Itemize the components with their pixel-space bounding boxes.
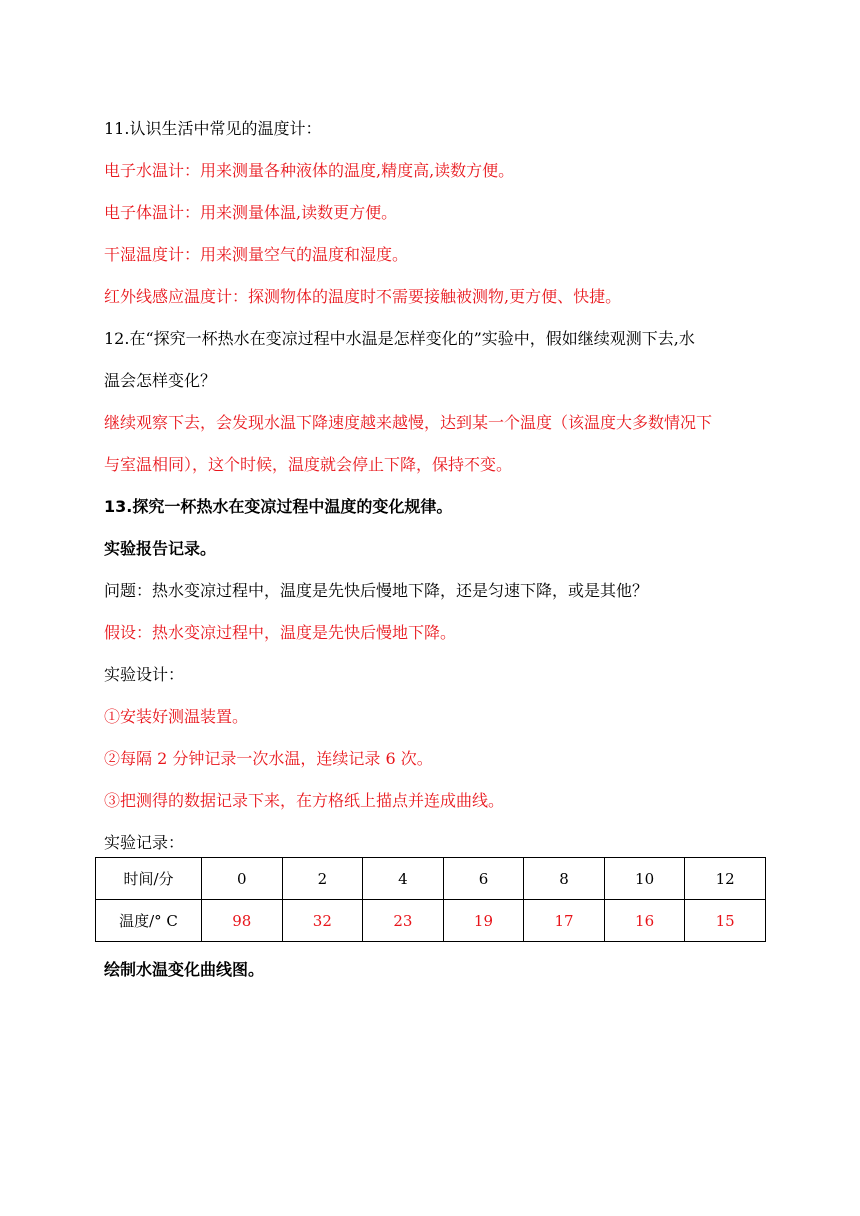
table-cell-temperature: 15 [685,900,766,942]
q13-record-label: 实验记录： [104,833,185,852]
q12-question-line1: 12.在“探究一杯热水在变凉过程中水温是怎样变化的”实验中，假如继续观测下去,水 [104,329,695,348]
table-cell-temperature: 32 [282,900,363,942]
table-header-time: 时间/分 [96,858,202,900]
q12-answer-line1: 继续观察下去，会发现水温下降速度越来越慢，达到某一个温度（该温度大多数情况下 [104,413,713,432]
table-cell-temperature: 16 [604,900,685,942]
q13-step-1: ①安装好测温装置。 [104,707,249,726]
q11-item-water-thermometer: 电子水温计：用来测量各种液体的温度,精度高,读数方便。 [104,161,515,180]
table-row-temperature [96,900,766,942]
table-cell-time: 4 [363,858,444,900]
table-cell-time: 8 [524,858,605,900]
record-table [95,857,766,942]
q11-item-infrared-thermometer: 红外线感应温度计：探测物体的温度时不需要接触被测物,更方便、快捷。 [104,287,622,306]
q11-item-body-thermometer: 电子体温计：用来测量体温,读数更方便。 [104,203,398,222]
table-cell-time: 12 [685,858,766,900]
table-cell-temperature: 23 [363,900,444,942]
q12-answer-line2: 与室温相同），这个时候，温度就会停止下降，保持不变。 [104,455,513,474]
table-header-temperature: 温度/° C [96,900,202,942]
q11-title: 11.认识生活中常见的温度计： [104,119,322,138]
document-body [104,108,766,864]
table-cell-temperature: 19 [443,900,524,942]
q13-title: 13.探究一杯热水在变凉过程中温度的变化规律。 [104,497,453,516]
q13-question: 问题：热水变凉过程中，温度是先快后慢地下降，还是匀速下降，或是其他？ [104,581,649,600]
table-cell-time: 6 [443,858,524,900]
q13-design-label: 实验设计： [104,665,185,684]
table-cell-time: 2 [282,858,363,900]
table-cell-temperature: 98 [202,900,283,942]
table-cell-time: 10 [604,858,685,900]
q11-item-hygrometer: 干湿温度计：用来测量空气的温度和湿度。 [104,245,409,264]
q13-step-3: ③把测得的数据记录下来，在方格纸上描点并连成曲线。 [104,791,505,810]
q13-draw-label: 绘制水温变化曲线图。 [104,960,265,979]
q13-subtitle: 实验报告记录。 [104,539,217,558]
table-cell-time: 0 [202,858,283,900]
q12-question-line2: 温会怎样变化？ [104,371,217,390]
q13-step-2: ②每隔 2 分钟记录一次水温，连续记录 6 次。 [104,749,433,768]
q13-hypothesis: 假设：热水变凉过程中，温度是先快后慢地下降。 [104,623,457,642]
table-row-time [96,858,766,900]
table-cell-temperature: 17 [524,900,605,942]
